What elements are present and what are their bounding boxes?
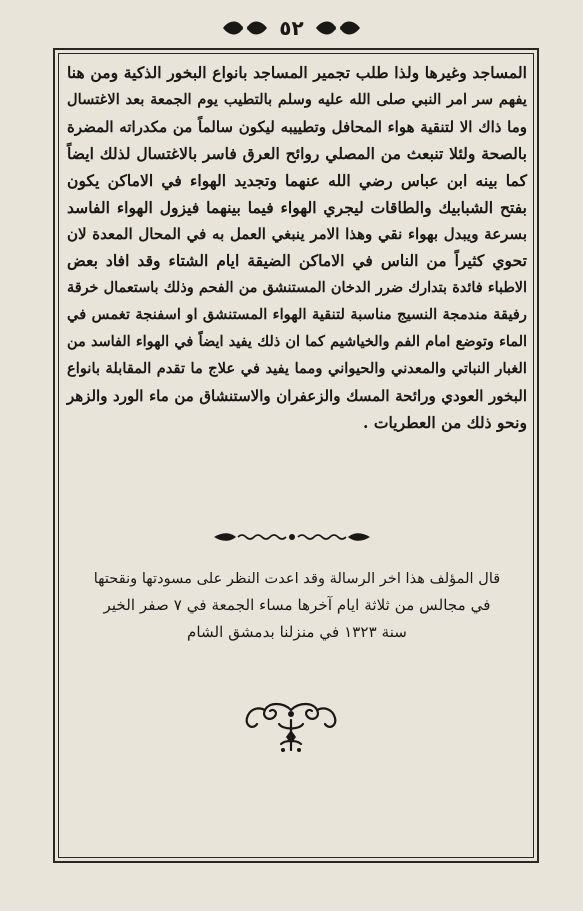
colophon-line: في مجالس من ثلاثة ايام آخرها مساء الجمعة في ٧ صفر الخير xyxy=(103,596,491,614)
body-line: بفتح الشبابيك والطاقات ليجري الهواء فيما بينهما فيزول الهواء الفاسد xyxy=(67,197,527,217)
body-line: كما بينه ابن عباس رضي الله عنهما وتجديد الهواء في الاماكن يكون xyxy=(67,170,527,190)
colophon-line: قال المؤلف هذا اخر الرسالة وقد اعدت النظر على مسودتها ونقحتها xyxy=(93,570,501,587)
body-line: الغبار النباتي والمعدني والحيواني ومما يفيد في علاج ما تقدم المقابلة بانواع xyxy=(67,359,527,377)
body-line: بسرعة ويبدل بهواء نقي وهذا الامر ينبغي العمل به في المحال المعدة لان xyxy=(67,225,527,244)
ornament-left-icon xyxy=(221,17,269,39)
body-line: الماء وتوضع امام الفم والخياشيم كما ان ذلك يفيد ايضاً في الهواء الفاسد من xyxy=(67,333,527,351)
colophon xyxy=(92,565,502,646)
fleuron-ornament-icon xyxy=(243,700,339,756)
body-line: رفيقة مندمجة النسيج مناسبة لتنقية الهواء المستنشق او اسفنجة تغمس في xyxy=(67,306,527,324)
section-divider-icon xyxy=(212,530,372,544)
ornament-right-icon xyxy=(314,17,362,39)
body-line: المساجد وغيرها ولذا طلب تجمير المساجد بانواع البخور الذكية ومن هنا xyxy=(67,63,527,82)
body-line: يفهم سر امر النبي صلى الله عليه وسلم بالتطيب يوم الجمعة بعد الاغتسال xyxy=(67,90,527,108)
page-header xyxy=(0,12,583,44)
page-number: ٥٢ xyxy=(279,16,304,40)
body-line: البخور العودي ورائحة المسك والزعفران والاستنشاق من ماء الورد والزهر xyxy=(67,386,527,405)
body-line: وما ذاك الا لتنقية هواء المحافل وتطييبه ليكون سالماً من مكدراته المضرة xyxy=(67,117,527,136)
body-line: بالصحة ولئلا تنبعث من المصلي روائح العرق فاسر بالاغتسال لذلك ايضاً xyxy=(67,143,527,163)
colophon-line: سنة ١٣٢٣ في منزلنا بدمشق الشام xyxy=(186,623,408,641)
body-line: الاطباء فائدة بتدارك ضرر الدخان المستنشق من الفحم وذلك باستعمال خرقة xyxy=(67,279,527,297)
body-paragraph xyxy=(67,60,527,437)
body-line: ونحو ذلك من العطريات . xyxy=(363,412,527,432)
body-line: تحوي كثيراً من الناس في الاماكن الضيقة ايام الشتاء وقد افاد بعض xyxy=(67,251,527,271)
